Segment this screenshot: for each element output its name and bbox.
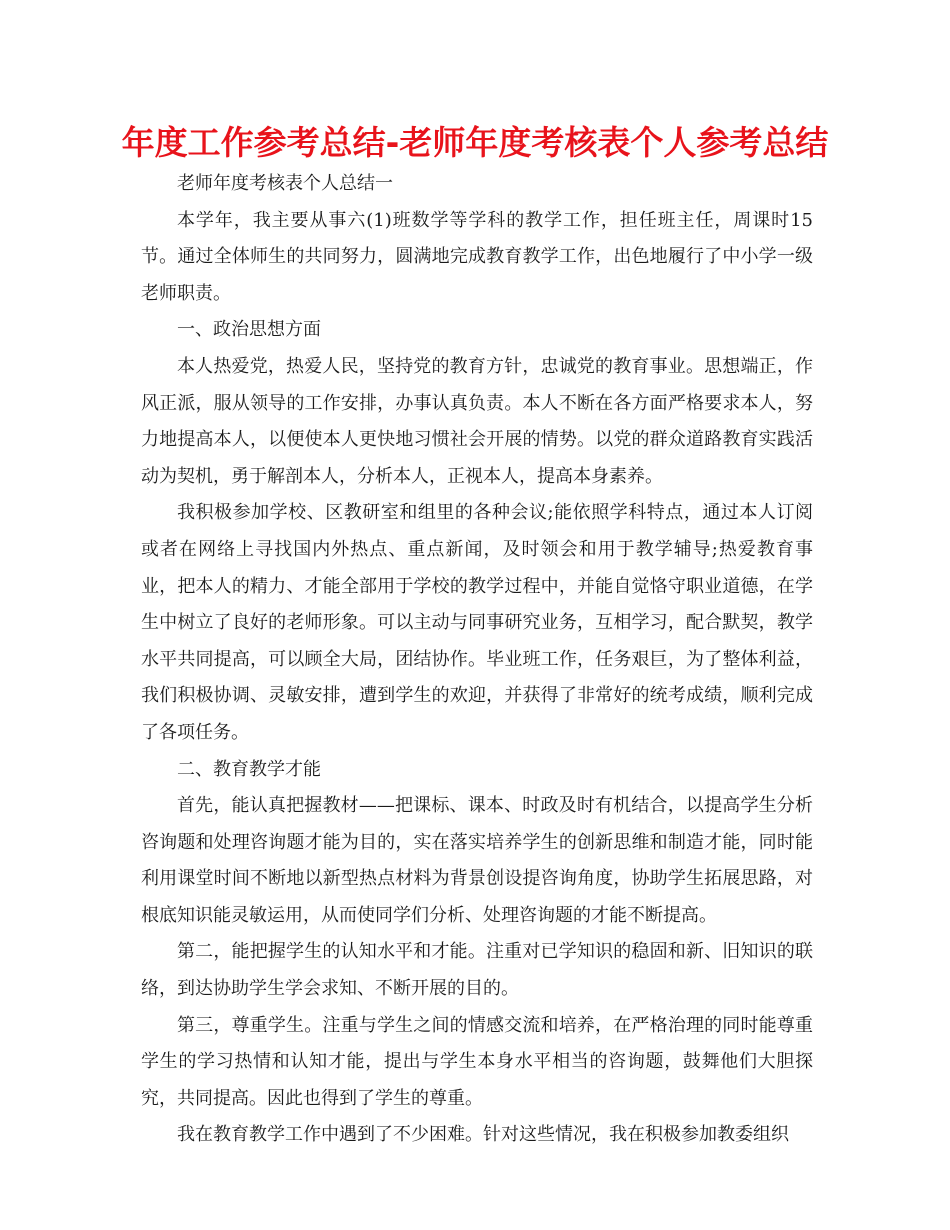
document-body [141, 166, 813, 1154]
paragraph: 本人热爱党，热爱人民，坚持党的教育方针，忠诚党的教育事业。思想端正，作风正派，服从领导的工作安排，办事认真负责。本人不断在各方面严格要求本人，努力地提高本人，以便使本人更快地习惯社会开展的情势。以党的群众道路教育实践活动为契机，勇于解剖本人，分析本人，正视本人，提高本身素养。 [141, 355, 813, 487]
paragraph: 首先，能认真把握教材——把课标、课本、时政及时有机结合，以提高学生分析咨询题和处理咨询题才能为目的，实在落实培养学生的创新思维和制造才能，同时能利用课堂时间不断地以新型热点材料为背景创设提咨询角度，协助学生拓展思路，对根底知识能灵敏运用，从而使同学们分析、处理咨询题的才能不断提高。 [141, 795, 813, 926]
paragraph: 第三，尊重学生。注重与学生之间的情感交流和培养，在严格治理的同时能尊重学生的学习热情和认知才能，提出与学生本身水平相当的咨询题，鼓舞他们大胆探究，共同提高。因此也得到了学生的尊重。 [141, 1014, 813, 1109]
paragraph: 本学年，我主要从事六(1)班数学等学科的教学工作，担任班主任，周课时15节。通过全体师生的共同努力，圆满地完成教育教学工作，出色地履行了中小学一级老师职责。 [141, 209, 813, 304]
paragraph: 老师年度考核表个人总结一 [177, 173, 393, 194]
section-heading: 二、教育教学才能 [177, 758, 321, 780]
document-title: 年度工作参考总结-老师年度考核表个人参考总结 [121, 123, 829, 162]
paragraph: 第二，能把握学生的认知水平和才能。注重对已学知识的稳固和新、旧知识的联络，到达协助学生学会求知、不断开展的目的。 [141, 941, 813, 1000]
section-heading: 一、政治思想方面 [177, 319, 321, 341]
paragraph: 我在教育教学工作中遇到了不少困难。针对这些情况，我在积极参加教委组织 [177, 1124, 789, 1146]
paragraph: 我积极参加学校、区教研室和组里的各种会议;能依照学科特点，通过本人订阅或者在网络上寻找国内外热点、重点新闻，及时领会和用于教学辅导;热爱教育事业，把本人的精力、才能全部用于学校的教学过程中，并能自觉恪守职业道德，在学生中树立了良好的老师形象。可以主动与同事研究业务，互相学习，配合默契，教学水平共同提高，可以顾全大局，团结协作。毕业班工作，任务艰巨，为了整体利益，我们积极协调、灵敏安排，遭到学生的欢迎，并获得了非常好的统考成绩，顺利完成了各项任务。 [141, 502, 813, 743]
